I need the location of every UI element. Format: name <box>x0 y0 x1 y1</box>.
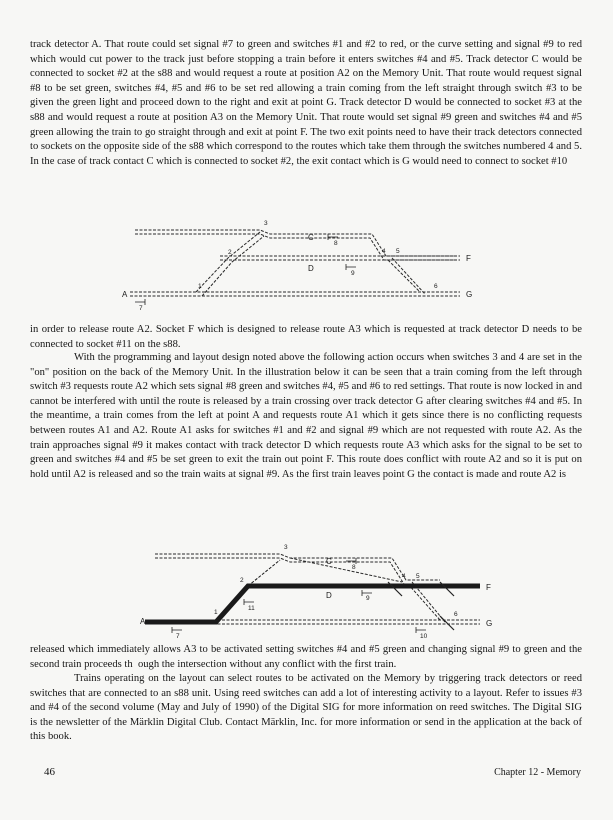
track-diagram-1 <box>120 218 480 318</box>
switch-label-5: 5 <box>396 248 400 255</box>
detector-label-C: C <box>326 557 332 566</box>
track-diagram-2 <box>140 542 500 642</box>
switch-label-4: 4 <box>402 573 406 580</box>
paragraph-5: Trains operating on the layout can select routes to be activated on the Memory by triggering track detectors or reed switches that are connected to an s88 unit. Using reed switches can add a lot of interesting activity to a layout. Refer to issues #3 and #4 of the second volume (May and July of 1990) of the Digital SIG for more information on reed switches. The Digital SIG is the newsletter of the Märklin Digital Club. Contact Märklin, Inc. for more information or send in the application at the back of this book. <box>30 673 582 743</box>
paragraph-3: With the programming and layout design noted above the following action occurs when switches 3 and 4 are set in the "on" position on the back of the Memory Unit. In the illustration below it can be seen that a train coming from the left through switch #3 requests route A2 which sets signal #8 green and switches #4, #5 and #6 to red settings. That route is now locked in and cannot be interfered with until the route is released by a train crossing over track detector G after clearing switches #4 and #5. In the meantime, a train comes from the left at point A and requests route A1 which it gets since there is no conflicting requests between routes A1 and A2. Route A1 asks for switches #1 and #2 and signal #9 which are not requested with route A2. As the train approaches signal #9 it makes contact with track detector D which requests route A3 which asks for the signal to be set to green and switches #4 and #5 be set green to exit the train out point F. This route does conflict with route A2 and so it is put on hold until A2 is released and so the train waits at signal #9. As the first train leaves point G the contact is made and route A2 is <box>30 352 582 480</box>
switch-label-2: 2 <box>240 577 244 584</box>
point-label-A: A <box>122 290 128 299</box>
signal-label-10: 10 <box>420 633 428 640</box>
switch-label-1: 1 <box>214 609 218 616</box>
signal-label-11: 11 <box>248 605 255 612</box>
signal-label-9: 9 <box>366 595 370 602</box>
switch-label-4: 4 <box>382 248 386 255</box>
point-label-G: G <box>486 619 493 628</box>
paragraph-2: in order to release route A2. Socket F which is designed to release route A3 which is requested at track detector D needs to be connected to socket #11 on the s88. <box>30 324 582 350</box>
paragraph-1: track detector A. That route could set signal #7 to green and switches #1 and #2 to red, or the curve setting and signal #9 to red which would cut power to the track just before stopping a train before it enters switches #4 and #5. Track detector C would be connected to socket #2 at the s88 and would request a route at position A2 on the Memory Unit. That route would request signal #8 to be set green, switches #4, #5 and #6 to be set red allowing a train coming from the left straight through switch #3 to be given the green light and proceed down to the right and exit at point G. Track detector D would be connected to socket #3 at the s88 and would request a route at position A3 on the Memory Unit. That route would set signal #9 green and switches #4 and #5 green allowing the train to go straight through and exit at point F. The two exit points need to have their track detectors connected to sockets on the opposite side of the s88 which correspond to the routes which take them through the switches numbered 4 and 5. In the case of track contact C which is connected to socket #2, the exit contact which is G would need to connect to socket #10 <box>30 39 582 167</box>
switch-label-3: 3 <box>284 544 288 551</box>
signal-label-7: 7 <box>176 633 180 640</box>
paragraph-4: released which immediately allows A3 to be activated setting switches #4 and #5 green and changing signal #9 to green and the second train proceeds th ough the intersection without any conflict with the first train. <box>30 644 582 670</box>
chapter-footer: Chapter 12 - Memory <box>494 767 581 778</box>
switch-label-5: 5 <box>416 573 420 580</box>
detector-label-D: D <box>308 264 314 273</box>
detector-label-C: C <box>308 233 314 242</box>
switch-label-1: 1 <box>198 283 202 290</box>
switch-label-6: 6 <box>434 283 438 290</box>
point-label-F: F <box>466 254 471 263</box>
point-label-G: G <box>466 290 473 299</box>
switch-label-2: 2 <box>228 249 232 256</box>
page-number: 46 <box>44 766 55 778</box>
signal-label-8: 8 <box>334 240 338 247</box>
switch-label-6: 6 <box>454 611 458 618</box>
signal-label-8: 8 <box>352 564 356 571</box>
detector-label-D: D <box>326 591 332 600</box>
point-label-F: F <box>486 583 491 592</box>
point-label-A: A <box>140 617 146 626</box>
signal-label-7: 7 <box>139 305 143 312</box>
signal-label-9: 9 <box>351 270 355 277</box>
switch-label-3: 3 <box>264 220 268 227</box>
